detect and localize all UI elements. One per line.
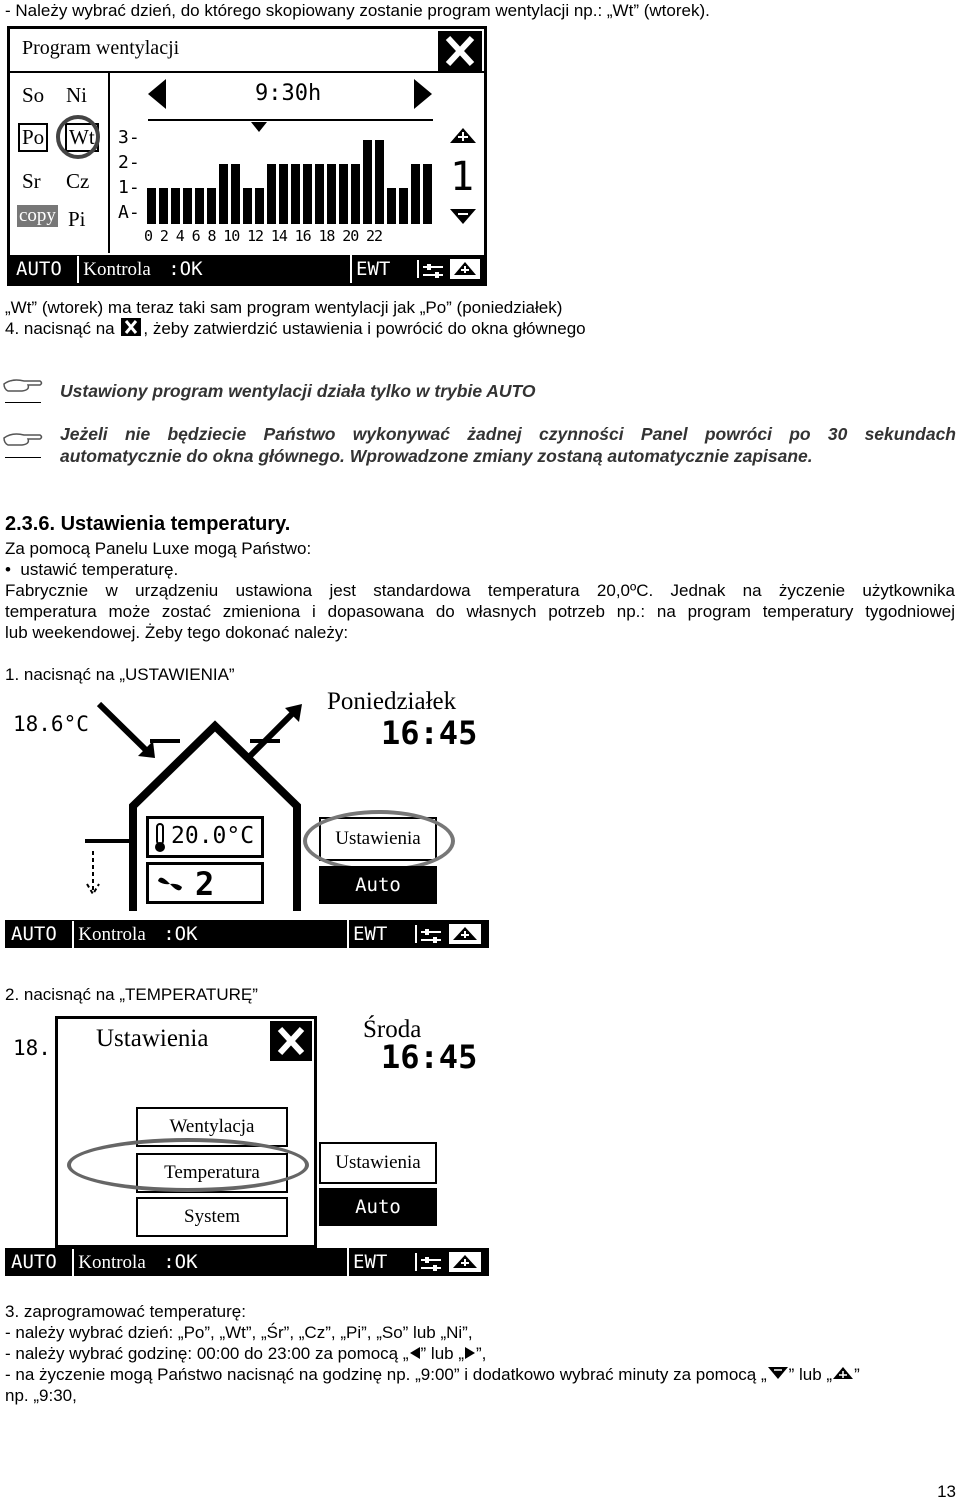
step-3-line-3 [5,1364,860,1385]
section-heading: 2.3.6. Ustawienia temperatury. [5,513,291,535]
program-bar [411,164,420,224]
step-3: 3. zaprogramować temperaturę: [5,1302,246,1321]
program-bar [315,164,324,224]
arrow-left-icon[interactable] [146,77,168,116]
fan-level: 2 [195,865,215,903]
after-line-1: „Wt” (wtorek) ma teraz taki sam program wentylacji jak „Po” (poniedziałek) [5,298,563,317]
status-ewt: EWT [347,920,387,948]
home-icon[interactable] [449,924,481,944]
auto-button[interactable]: Auto [319,1188,437,1226]
clock: 16:45 [381,1038,478,1076]
status-state: :OK [168,258,203,280]
fan-icon [155,871,185,902]
status-bar [5,1248,489,1276]
menu-item-system[interactable]: System [136,1197,288,1237]
note-auto-only: Ustawiony program wentylacji działa tylko w trybie AUTO [60,381,536,401]
set-temperature: 20.0°C [171,823,255,849]
outside-temperature: 18.6°C [13,712,89,736]
after-line-2-start: 4. nacisnąć na [5,319,115,338]
bullet-dot: • [5,560,21,579]
program-bar [195,188,204,224]
level-value: 1 [450,154,475,200]
inline-right-arrow-icon [464,1344,476,1365]
level-axis [118,125,140,225]
status-bar [10,255,484,283]
sliders-icon[interactable] [415,925,443,943]
title-divider [10,71,484,73]
status-ewt: EWT [347,1248,387,1276]
step-3-line-2-end: ”, [476,1344,487,1363]
settings-button[interactable]: Ustawienia [319,817,437,861]
step-2: 2. nacisnąć na „TEMPERATURĘ” [5,985,258,1004]
day-name: Środa [363,1016,422,1043]
step-3-line-2-mid: ” lub „ [420,1344,464,1363]
step-3-line-2-start: - należy wybrać godzinę: 00:00 do 23:00 za pomocą „ [5,1344,409,1363]
step-3-line-3-mid: ” lub „ [788,1365,833,1384]
settings-button[interactable]: Ustawienia [319,1142,437,1184]
after-line-2-end: , żeby zatwierdzić ustawienia i powrócić do okna głównego [143,319,586,338]
day-pi[interactable]: Pi [68,207,86,231]
auto-button[interactable]: Auto [319,866,437,904]
level-3: 3- [118,127,140,148]
days-divider [108,73,110,253]
hour-axis: 0 2 4 6 8 10 12 14 16 18 20 22 [144,227,382,245]
close-icon[interactable] [270,1021,312,1061]
step-3-line-1: - należy wybrać dzień: „Po”, „Wt”, „Śr”, „Cz”, „Pi”, „So” lub „Ni”, [5,1323,473,1342]
program-bar [363,140,372,224]
screen-title: Program wentylacji [22,37,180,59]
clock: 16:45 [381,714,478,752]
day-cz[interactable]: Cz [66,169,90,193]
time-marker-line [148,119,433,121]
program-bar [327,164,336,224]
program-bar [375,140,384,224]
thermometer-icon [153,823,167,858]
after-line-2 [5,318,586,339]
settings-highlight [303,810,455,872]
inline-up-icon [832,1364,854,1385]
program-bar [423,164,432,224]
status-mode: AUTO [11,1251,57,1273]
status-ewt: EWT [350,255,390,283]
program-bar [171,188,180,224]
status-control: Kontrola [72,921,146,948]
intro-line: - Należy wybrać dzień, do którego skopiowany zostanie program wentylacji np.: „Wt” (wtorek). [5,1,710,20]
program-bar [291,164,300,224]
step-3-line-2 [5,1343,486,1365]
day-name: Poniedziałek [327,688,457,715]
step-3-line-3-start: - na życzenie mogą Państwo nacisnąć na godzinę np. „9:00” i dodatkowo wybrać minuty za pomocą „ [5,1365,767,1384]
note-divider [5,457,41,458]
paragraph-line-2: temperatura może zostać zmieniona i dopasowana do własnych potrzeb np.: na program temperatury tygodniowej [5,602,955,621]
step-1: 1. nacisnąć na „USTAWIENIA” [5,665,235,684]
program-bar [207,188,216,224]
menu-title: Ustawienia [96,1025,209,1052]
day-wt[interactable]: Wt [65,123,99,152]
inline-left-arrow-icon [409,1344,421,1365]
level-up-icon[interactable] [448,125,478,150]
program-bar [339,164,348,224]
inline-down-icon [767,1364,789,1385]
status-control: Kontrola [72,1249,146,1276]
level-1: 1- [118,177,140,198]
program-bar [279,164,288,224]
page-number: 13 [937,1482,956,1501]
close-icon[interactable] [438,31,482,71]
home-icon[interactable] [450,259,480,279]
menu-item-temperature[interactable]: Temperatura [136,1153,288,1193]
bullet-text: ustawić temperaturę. [20,560,179,579]
day-ni[interactable]: Ni [66,83,87,107]
day-po[interactable]: Po [18,123,48,152]
home-icon[interactable] [449,1252,481,1272]
step-3-line-4: np. „9:30, [5,1386,77,1405]
program-bar [159,188,168,224]
status-control: Kontrola [77,256,151,284]
step-3-line-3-end: ” [854,1365,860,1384]
status-bar [5,920,489,948]
temperature-highlight [67,1138,309,1192]
copy-button[interactable]: copy [19,205,56,226]
main-screen [5,686,489,948]
level-a: A- [118,202,140,223]
level-down-icon[interactable] [448,207,478,232]
note-timeout-line-2: automatycznie do okna głównego. Wprowadzone zmiany zostaną automatycznie zapisane. [60,446,813,466]
sliders-icon[interactable] [417,260,445,278]
pointing-hand-icon [2,430,44,448]
program-bar [183,188,192,224]
note-timeout-line-1: Jeżeli nie będziecie Państwo wykonywać żadnej czynności Panel powróci po 30 sekundach [60,424,956,444]
inline-close-icon [121,318,141,336]
fan-level-box[interactable] [146,862,264,904]
ventilation-program-screen [7,26,487,286]
status-mode: AUTO [11,923,57,945]
program-bar [303,164,312,224]
menu-item-ventilation[interactable]: Wentylacja [136,1107,288,1147]
program-bar [255,188,264,224]
program-bar [147,188,156,224]
status-state: :OK [163,1251,198,1273]
note-divider [5,402,41,403]
program-bar [243,188,252,224]
selected-day-highlight [56,115,100,159]
paragraph-intro: Za pomocą Panelu Luxe mogą Państwo: [5,539,312,558]
sliders-icon[interactable] [415,1253,443,1271]
program-bar [267,164,276,224]
paragraph-line-1: Fabrycznie w urządzeniu ustawiona jest standardowa temperatura 20,0ºC. Jednak na życzenie użytkownika [5,581,955,600]
program-bar [399,188,408,224]
settings-menu-panel [55,1016,317,1248]
program-bar [219,164,228,224]
arrow-right-icon[interactable] [412,77,434,116]
status-mode: AUTO [16,258,62,280]
program-bar [351,164,360,224]
settings-menu-screen [5,1008,489,1276]
set-temperature-box[interactable] [146,816,264,858]
paragraph-line-3: lub weekendowej. Żeby tego dokonać należy: [5,623,349,642]
bullet-item [5,559,178,580]
status-state: :OK [163,923,198,945]
level-2: 2- [118,152,140,173]
ventilation-bars [147,129,437,224]
day-sr[interactable]: Sr [22,169,41,193]
program-bar [231,164,240,224]
outside-temperature-partial: 18. [13,1036,51,1060]
program-bar [387,188,396,224]
time-display: 9:30h [255,81,322,106]
pointing-hand-icon [2,376,44,394]
day-so[interactable]: So [22,83,45,107]
